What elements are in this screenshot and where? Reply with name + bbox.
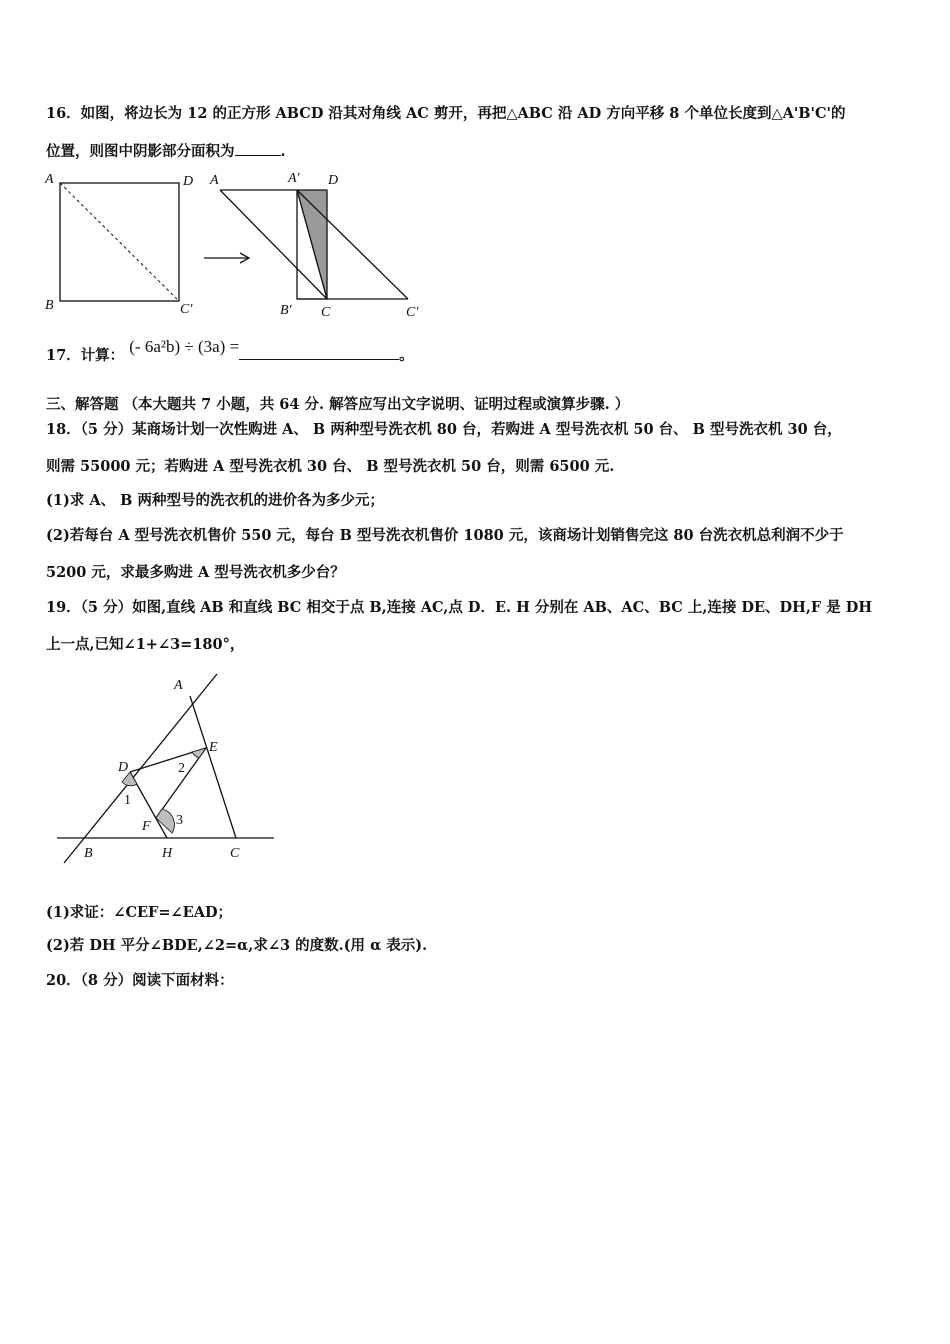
label-c-prime: C′	[406, 305, 419, 320]
label-angle-3: 3	[176, 813, 183, 828]
label-c: C	[321, 305, 331, 320]
label-a: A	[210, 173, 219, 188]
q16-line1: 16．如图，将边长为 12 的正方形 ABCD 沿其对角线 AC 剪开，再把△ABC 沿 AD 方向平移 8 个单位长度到△A'B'C'的	[46, 105, 846, 122]
q18-part2-line2: 5200 元，求最多购进 A 型号洗衣机多少台？	[46, 564, 345, 581]
q17-expression: (- 6a²b) ÷ (3a) =	[129, 337, 240, 356]
q17-label: 17．计算：	[46, 347, 125, 364]
line-ac	[190, 696, 236, 838]
label-b-prime: B′	[280, 303, 292, 318]
q19-line1: 19．（5 分）如图,直线 AB 和直线 BC 相交于点 B,连接 AC,点 D．E. H 分别在 AB、AC、BC 上,连接 DE、DH,F 是 DH	[46, 599, 873, 616]
label-b: B	[84, 846, 93, 861]
angle-2-mark	[192, 748, 206, 758]
label-a-prime: A′	[288, 171, 300, 186]
label-c: C'	[180, 302, 193, 317]
section-3-heading: 三、解答题 （本大题共 7 小题，共 64 分. 解答应写出文字说明、证明过程或演算步骤. ）	[46, 396, 630, 413]
label-f: F	[142, 819, 151, 834]
label-angle-1: 1	[124, 793, 131, 808]
q17-end: 。	[399, 347, 414, 364]
label-d: D	[183, 174, 194, 189]
q16-figure-translated	[200, 166, 435, 321]
q16-answer-blank	[235, 155, 281, 156]
q16-line2-end: .	[280, 143, 286, 160]
diagonal-ac	[60, 183, 179, 301]
q19-part2: (2)若 DH 平分∠BDE,∠2=α,求∠3 的度数.(用 α 表示).	[46, 937, 428, 954]
q18-line2: 则需 55000 元；若购进 A 型号洗衣机 30 台、 B 型号洗衣机 50 台，则需 6500 元.	[46, 458, 615, 475]
q16-figure-square	[40, 168, 200, 318]
q16-line2	[46, 140, 286, 161]
q19-part1: (1)求证：∠CEF=∠EAD；	[46, 904, 233, 921]
angle-3-mark	[156, 809, 174, 833]
label-d: D	[118, 760, 129, 775]
q19-figure	[52, 668, 282, 868]
q17-answer-blank	[239, 359, 399, 360]
q18-part2-line1: (2)若每台 A 型号洗衣机售价 550 元，每台 B 型号洗衣机售价 1080 元，该商场计划销售完这 80 台洗衣机总利润不少于	[46, 527, 844, 544]
label-e: E	[209, 740, 218, 755]
q17-line	[46, 337, 414, 365]
label-angle-2: 2	[178, 761, 185, 776]
label-a: A	[45, 172, 54, 187]
label-c: C	[230, 846, 240, 861]
q18-part1: (1)求 A、 B 两种型号的洗衣机的进价各为多少元；	[46, 492, 384, 509]
q18-line1: 18．（5 分）某商场计划一次性购进 A、 B 两种型号洗衣机 80 台，若购进 A 型号洗衣机 50 台、 B 型号洗衣机 30 台，	[46, 421, 842, 438]
label-h: H	[162, 846, 173, 861]
label-a: A	[174, 678, 183, 693]
q19-line2: 上一点,已知∠1+∠3=180°，	[46, 636, 245, 653]
q16-line2-text: 位置，则图中阴影部分面积为	[46, 143, 235, 160]
line-ef	[156, 748, 206, 818]
label-d: D	[328, 173, 339, 188]
label-b: B	[45, 298, 54, 313]
q20-line1: 20．（8 分）阅读下面材料：	[46, 972, 234, 989]
